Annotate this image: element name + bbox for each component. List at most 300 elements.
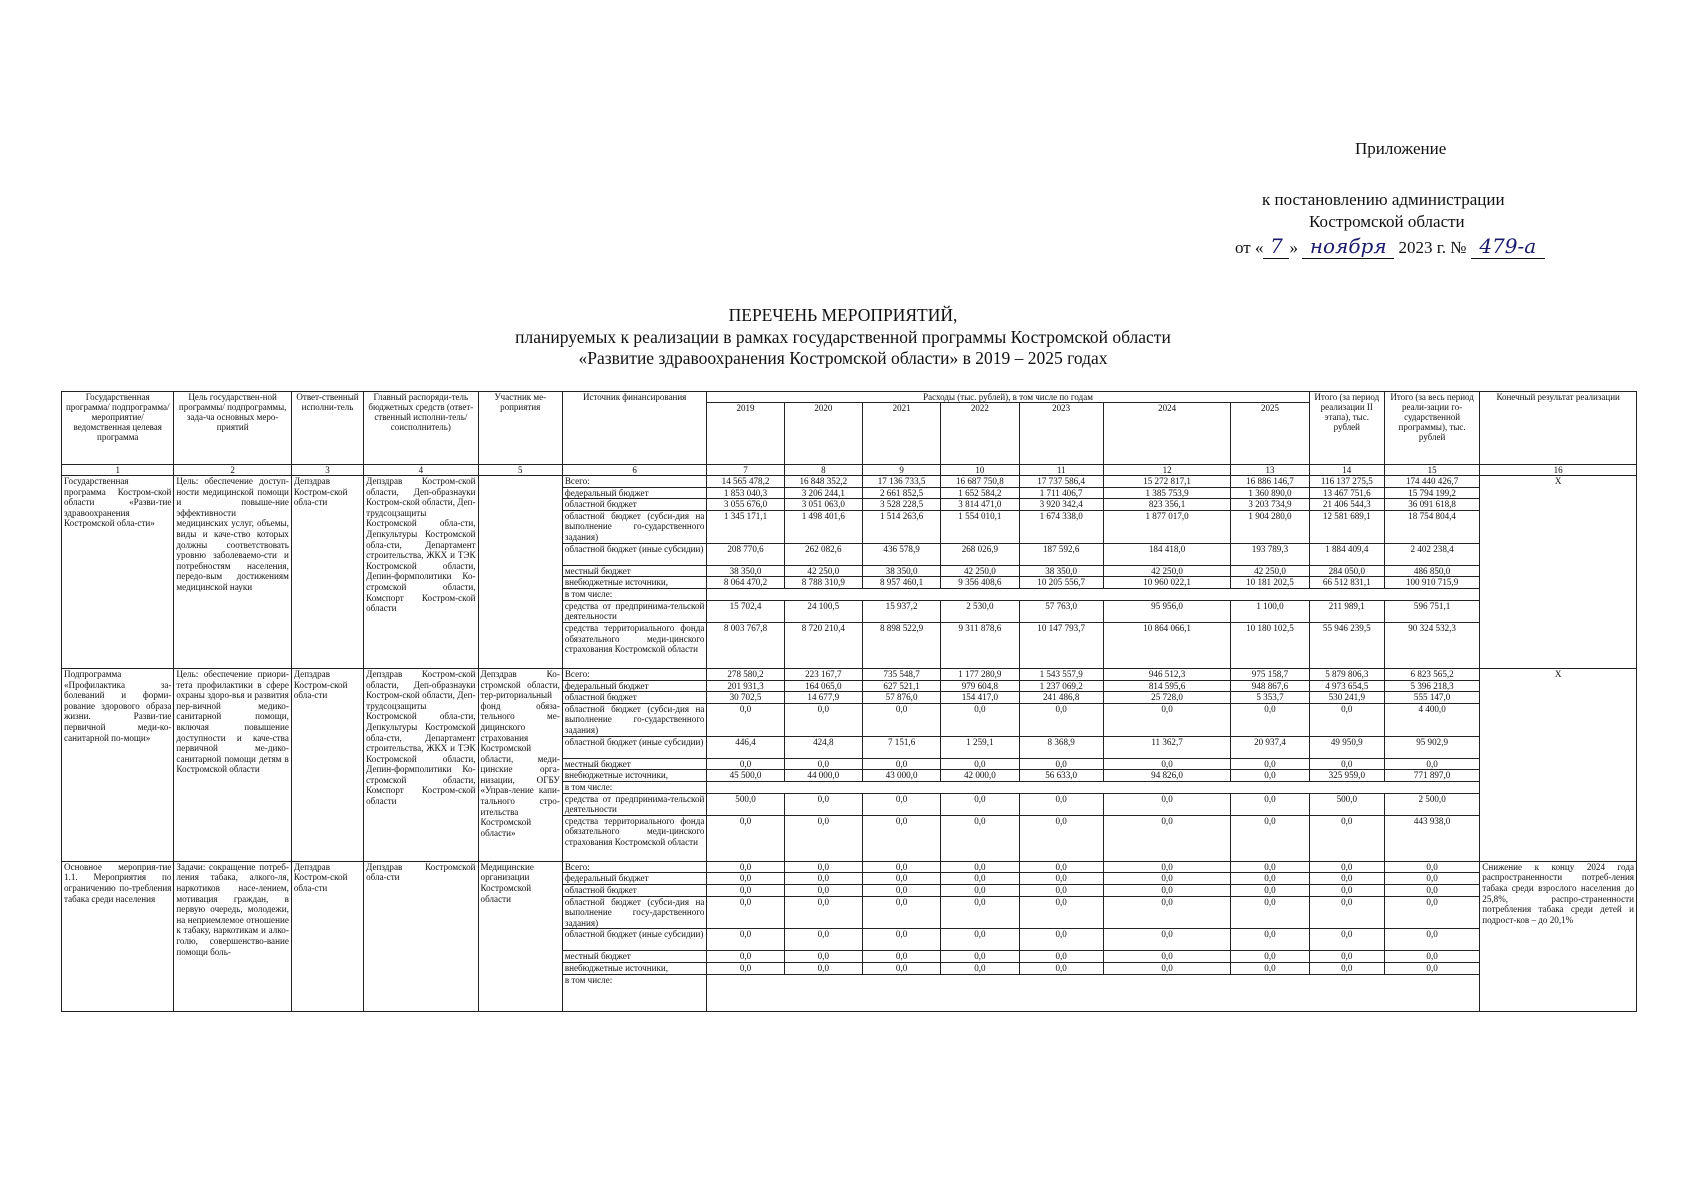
value-cell-total-stage: 0,0 [1309, 815, 1384, 861]
value-cell-2024: 0,0 [1103, 929, 1230, 951]
appendix-line-1: к постановлению администрации [1262, 190, 1505, 209]
value-cell-2019: 0,0 [707, 951, 784, 963]
year-2025: 2025 [1231, 403, 1309, 465]
value-cell-total-stage: 530 241,9 [1309, 692, 1384, 704]
value-cell-total-stage: 0,0 [1309, 929, 1384, 951]
value-cell-2024: 1 877 017,0 [1103, 510, 1230, 543]
goal-cell: Цель: обеспечение доступ-ности медицинской помощи и повыше-ние эффективности медицинских услуг, объемы, виды и каче-ство которых должны соответствовать уровню заболеваемо-сти и потребностям населения, передо-вым достижениям медицинской науки [174, 476, 291, 669]
responsible-cell: Депздрав Костром-ской обла-сти [291, 668, 363, 861]
value-cell-total-all: 0,0 [1384, 885, 1479, 897]
value-cell-2023: 241 486,8 [1019, 692, 1103, 704]
funding-source-cell: областной бюджет (субси-дия на выполнение госу-дарственного задания) [562, 896, 707, 929]
value-cell-total-stage: 211 989,1 [1309, 600, 1384, 622]
value-cell-2022: 268 026,9 [941, 543, 1019, 565]
value-cell-2020: 0,0 [784, 758, 862, 770]
value-cell-total-stage: 13 467 751,6 [1309, 487, 1384, 499]
column-number-8: 8 [784, 465, 862, 476]
value-cell-2024: 10 864 066,1 [1103, 622, 1230, 668]
value-cell-2025: 1 904 280,0 [1231, 510, 1309, 543]
column-number-7: 7 [707, 465, 784, 476]
value-cell-2022: 1 177 280,9 [941, 668, 1019, 680]
value-cell-total-all: 0,0 [1384, 873, 1479, 885]
value-cell-2024: 0,0 [1103, 815, 1230, 861]
value-cell-2023: 1 543 557,9 [1019, 668, 1103, 680]
value-cell-total-all: 0,0 [1384, 758, 1479, 770]
value-cell-2025: 20 937,4 [1231, 736, 1309, 758]
value-cell-2019: 278 580,2 [707, 668, 784, 680]
value-cell-2025: 0,0 [1231, 929, 1309, 951]
year-2023: 2023 [1019, 403, 1103, 465]
value-cell-2023: 0,0 [1019, 703, 1103, 736]
value-cell-total-stage: 12 581 689,1 [1309, 510, 1384, 543]
value-cell-total-stage: 1 884 409,4 [1309, 543, 1384, 565]
value-cell-total-all: 90 324 532,3 [1384, 622, 1479, 668]
value-cell-2021: 0,0 [862, 951, 940, 963]
column-number-15: 15 [1384, 465, 1479, 476]
value-cell-total-all: 2 402 238,4 [1384, 543, 1479, 565]
funding-source-cell: федеральный бюджет [562, 873, 707, 885]
value-cell-2022: 154 417,0 [941, 692, 1019, 704]
participant-cell: Депздрав Ко-стромской области, тер-риториальный фонд обяза-тельного ме-дицинского страхования Костромской области, меди-цинские орга-низации, ОГБУ «Управ-ление капи-тального стро-ительства Костромской области» [478, 668, 562, 861]
participant-cell: Медицинские организации Костромской области [478, 861, 562, 1011]
value-cell-total-stage: 500,0 [1309, 793, 1384, 815]
value-cell-2020: 0,0 [784, 861, 862, 873]
value-cell-2024: 1 385 753,9 [1103, 487, 1230, 499]
value-cell-2025: 42 250,0 [1231, 565, 1309, 577]
participant-cell [478, 476, 562, 669]
value-cell-2024: 0,0 [1103, 885, 1230, 897]
value-cell-total-all: 0,0 [1384, 951, 1479, 963]
value-cell-2022: 979 604,8 [941, 680, 1019, 692]
value-cell-total-stage: 0,0 [1309, 873, 1384, 885]
value-cell-2020: 262 082,6 [784, 543, 862, 565]
value-cell-2019: 0,0 [707, 896, 784, 929]
header-manager: Главный распоряди-тель бюджетных средств (ответ-ственный исполни-тель/ соисполнитель) [364, 392, 478, 465]
funding-source-cell: в том числе: [562, 589, 707, 601]
value-cell-2022: 2 530,0 [941, 600, 1019, 622]
value-cell-2019: 1 345 171,1 [707, 510, 784, 543]
value-cell-2021: 0,0 [862, 885, 940, 897]
value-cell-2022: 0,0 [941, 758, 1019, 770]
funding-source-cell: Всего: [562, 476, 707, 488]
funding-source-cell: внебюджетные источники, [562, 577, 707, 589]
value-cell-2019: 14 565 478,2 [707, 476, 784, 488]
value-cell-2022: 0,0 [941, 951, 1019, 963]
funding-source-cell: Всего: [562, 861, 707, 873]
value-cell-2020: 0,0 [784, 873, 862, 885]
value-cell-2020: 24 100,5 [784, 600, 862, 622]
column-number-5: 5 [478, 465, 562, 476]
value-cell-total-all: 0,0 [1384, 861, 1479, 873]
value-cell-2024: 95 956,0 [1103, 600, 1230, 622]
funding-source-cell: средства от предпринима-тельской деятельности [562, 600, 707, 622]
value-cell-total-stage: 49 950,9 [1309, 736, 1384, 758]
funding-source-cell: областной бюджет (субси-дия на выполнение го-сударственного задания) [562, 510, 707, 543]
value-cell-2025: 0,0 [1231, 770, 1309, 782]
value-cell-2021: 17 136 733,5 [862, 476, 940, 488]
value-cell-2025: 948 867,6 [1231, 680, 1309, 692]
value-cell-total-all: 15 794 199,2 [1384, 487, 1479, 499]
value-cell-2023: 3 920 342,4 [1019, 499, 1103, 511]
value-cell-2022: 42 250,0 [941, 565, 1019, 577]
empty-values-cell [707, 589, 1480, 601]
value-cell-2019: 500,0 [707, 793, 784, 815]
column-number-10: 10 [941, 465, 1019, 476]
value-cell-2022: 1 259,1 [941, 736, 1019, 758]
value-cell-2020: 0,0 [784, 951, 862, 963]
value-cell-total-all: 18 754 804,4 [1384, 510, 1479, 543]
value-cell-2020: 0,0 [784, 815, 862, 861]
value-cell-2025: 0,0 [1231, 793, 1309, 815]
value-cell-2019: 8 064 470,2 [707, 577, 784, 589]
value-cell-2024: 0,0 [1103, 951, 1230, 963]
funding-source-cell: областной бюджет [562, 885, 707, 897]
value-cell-total-stage: 284 050,0 [1309, 565, 1384, 577]
funding-source-cell: федеральный бюджет [562, 680, 707, 692]
value-cell-2020: 3 051 063,0 [784, 499, 862, 511]
funding-source-cell: местный бюджет [562, 758, 707, 770]
value-cell-2021: 0,0 [862, 873, 940, 885]
value-cell-total-stage: 0,0 [1309, 758, 1384, 770]
responsible-cell: Депздрав Костром-ской обла-сти [291, 476, 363, 669]
funding-source-cell: средства территориального фонда обязательного меди-цинского страхования Костромской области [562, 815, 707, 861]
value-cell-2020: 3 206 244,1 [784, 487, 862, 499]
value-cell-total-stage: 0,0 [1309, 885, 1384, 897]
empty-values-cell [707, 975, 1480, 1012]
value-cell-2020: 424,8 [784, 736, 862, 758]
value-cell-2021: 3 528 228,5 [862, 499, 940, 511]
header-program: Государственная программа/ подпрограмма/ мероприятие/ ведомственная целевая программа [62, 392, 174, 465]
date-year: 2023 г. № [1398, 238, 1467, 257]
funding-source-cell: местный бюджет [562, 565, 707, 577]
value-cell-2021: 15 937,2 [862, 600, 940, 622]
header-goal: Цель государствен-ной программы/ подпрограммы, зада-ча основных меро-приятий [174, 392, 291, 465]
value-cell-2023: 0,0 [1019, 885, 1103, 897]
value-cell-2021: 8 898 522,9 [862, 622, 940, 668]
value-cell-total-all: 36 091 618,8 [1384, 499, 1479, 511]
column-number-3: 3 [291, 465, 363, 476]
value-cell-2025: 5 353,7 [1231, 692, 1309, 704]
value-cell-2023: 57 763,0 [1019, 600, 1103, 622]
value-cell-2019: 0,0 [707, 873, 784, 885]
value-cell-2019: 0,0 [707, 703, 784, 736]
value-cell-2021: 0,0 [862, 963, 940, 975]
value-cell-2019: 45 500,0 [707, 770, 784, 782]
value-cell-2020: 223 167,7 [784, 668, 862, 680]
value-cell-total-all: 4 400,0 [1384, 703, 1479, 736]
appendix-title: Приложение [1355, 139, 1447, 158]
funding-source-cell: внебюджетные источники, [562, 770, 707, 782]
value-cell-2021: 0,0 [862, 861, 940, 873]
value-cell-2019: 0,0 [707, 861, 784, 873]
value-cell-2021: 0,0 [862, 929, 940, 951]
value-cell-2025: 0,0 [1231, 963, 1309, 975]
value-cell-2023: 10 205 556,7 [1019, 577, 1103, 589]
program-cell: Государственная программа Костром-ской области «Разви-тие здравоохранения Костромской обла-сти» [62, 476, 174, 669]
value-cell-2024: 0,0 [1103, 793, 1230, 815]
value-cell-2022: 0,0 [941, 885, 1019, 897]
value-cell-2022: 0,0 [941, 861, 1019, 873]
table-row [62, 476, 1637, 488]
value-cell-2025: 0,0 [1231, 861, 1309, 873]
value-cell-2023: 17 737 586,4 [1019, 476, 1103, 488]
value-cell-2021: 0,0 [862, 815, 940, 861]
value-cell-2025: 3 203 734,9 [1231, 499, 1309, 511]
value-cell-2022: 3 814 471,0 [941, 499, 1019, 511]
value-cell-total-stage: 5 879 806,3 [1309, 668, 1384, 680]
funding-source-cell: средства территориального фонда обязательного меди-цинского страхования Костромской области [562, 622, 707, 668]
value-cell-2023: 0,0 [1019, 815, 1103, 861]
value-cell-2020: 0,0 [784, 963, 862, 975]
header-result: Конечный результат реализации [1480, 392, 1637, 465]
value-cell-2025: 16 886 146,7 [1231, 476, 1309, 488]
year-2019: 2019 [707, 403, 784, 465]
value-cell-total-all: 2 500,0 [1384, 793, 1479, 815]
funding-source-cell: областной бюджет (иные субсидии) [562, 929, 707, 951]
result-cell: Х [1480, 668, 1637, 861]
value-cell-2021: 2 661 852,5 [862, 487, 940, 499]
value-cell-2020: 164 065,0 [784, 680, 862, 692]
value-cell-2022: 9 311 878,6 [941, 622, 1019, 668]
value-cell-2023: 0,0 [1019, 793, 1103, 815]
header-participant: Участник ме-роприятия [478, 392, 562, 465]
value-cell-2023: 0,0 [1019, 896, 1103, 929]
responsible-cell: Депздрав Костром-ской обла-сти [291, 861, 363, 1011]
value-cell-total-stage: 0,0 [1309, 896, 1384, 929]
value-cell-total-stage: 0,0 [1309, 861, 1384, 873]
value-cell-2021: 735 548,7 [862, 668, 940, 680]
value-cell-2022: 0,0 [941, 896, 1019, 929]
value-cell-2019: 15 702,4 [707, 600, 784, 622]
funding-source-cell: Всего: [562, 668, 707, 680]
document-subtitle-2: «Развитие здравоохранения Костромской области» в 2019 – 2025 годах [578, 348, 1108, 368]
value-cell-2019: 0,0 [707, 758, 784, 770]
value-cell-2021: 0,0 [862, 758, 940, 770]
value-cell-2021: 57 876,0 [862, 692, 940, 704]
funding-source-cell: областной бюджет (субси-дия на выполнение го-сударственного задания) [562, 703, 707, 736]
value-cell-2025: 1 100,0 [1231, 600, 1309, 622]
year-2024: 2024 [1103, 403, 1230, 465]
header-total-stage: Итого (за период реализации II этапа), тыс. рублей [1309, 392, 1384, 465]
date-mid: » [1289, 238, 1298, 257]
value-cell-2020: 0,0 [784, 703, 862, 736]
value-cell-2023: 38 350,0 [1019, 565, 1103, 577]
column-number-11: 11 [1019, 465, 1103, 476]
value-cell-2024: 0,0 [1103, 758, 1230, 770]
value-cell-2021: 43 000,0 [862, 770, 940, 782]
value-cell-2019: 0,0 [707, 963, 784, 975]
value-cell-2024: 10 960 022,1 [1103, 577, 1230, 589]
value-cell-2023: 0,0 [1019, 873, 1103, 885]
table-row [62, 668, 1637, 680]
value-cell-total-all: 443 938,0 [1384, 815, 1479, 861]
value-cell-total-stage: 0,0 [1309, 963, 1384, 975]
column-number-14: 14 [1309, 465, 1384, 476]
value-cell-2024: 11 362,7 [1103, 736, 1230, 758]
value-cell-total-stage: 325 959,0 [1309, 770, 1384, 782]
value-cell-total-all: 596 751,1 [1384, 600, 1479, 622]
value-cell-2023: 10 147 793,7 [1019, 622, 1103, 668]
funding-source-cell: внебюджетные источники, [562, 963, 707, 975]
value-cell-2019: 201 931,3 [707, 680, 784, 692]
value-cell-total-all: 0,0 [1384, 929, 1479, 951]
result-cell: Х [1480, 476, 1637, 669]
value-cell-2019: 38 350,0 [707, 565, 784, 577]
column-number-9: 9 [862, 465, 940, 476]
value-cell-2020: 8 720 210,4 [784, 622, 862, 668]
value-cell-2019: 3 055 676,0 [707, 499, 784, 511]
value-cell-2024: 25 728,0 [1103, 692, 1230, 704]
value-cell-total-all: 100 910 715,9 [1384, 577, 1479, 589]
value-cell-total-all: 771 897,0 [1384, 770, 1479, 782]
date-month-handwritten: ноября [1302, 234, 1394, 259]
value-cell-2024: 0,0 [1103, 896, 1230, 929]
funding-source-cell: средства от предпринима-тельской деятельности [562, 793, 707, 815]
value-cell-total-all: 0,0 [1384, 896, 1479, 929]
value-cell-2025: 0,0 [1231, 758, 1309, 770]
value-cell-2019: 208 770,6 [707, 543, 784, 565]
value-cell-total-all: 6 823 565,2 [1384, 668, 1479, 680]
value-cell-2024: 814 595,6 [1103, 680, 1230, 692]
value-cell-2021: 8 957 460,1 [862, 577, 940, 589]
value-cell-total-all: 5 396 218,3 [1384, 680, 1479, 692]
year-2021: 2021 [862, 403, 940, 465]
value-cell-2024: 0,0 [1103, 873, 1230, 885]
value-cell-2021: 0,0 [862, 896, 940, 929]
value-cell-2022: 16 687 750,8 [941, 476, 1019, 488]
goal-cell: Цель: обеспечение приори-тета профилактики в сфере охраны здоро-вья и развития пер-вичной медико-санитарной помощи, включая повышение доступности и каче-ства первичной ме-дико-санитарной помощи детям в Костромской области [174, 668, 291, 861]
value-cell-2025: 193 789,3 [1231, 543, 1309, 565]
value-cell-2025: 0,0 [1231, 951, 1309, 963]
funding-source-cell: местный бюджет [562, 951, 707, 963]
table-row [62, 861, 1637, 873]
date-day-handwritten: 7 [1263, 234, 1289, 259]
value-cell-2020: 0,0 [784, 885, 862, 897]
value-cell-2023: 0,0 [1019, 963, 1103, 975]
funding-source-cell: федеральный бюджет [562, 487, 707, 499]
funding-source-cell: областной бюджет [562, 499, 707, 511]
value-cell-2021: 1 514 263,6 [862, 510, 940, 543]
column-number-6: 6 [562, 465, 707, 476]
value-cell-2024: 15 272 817,1 [1103, 476, 1230, 488]
manager-cell: Депздрав Костром-ской области, Деп-образнауки Костром-ской области, Деп-трудсоцзащиты Костромской обла-сти, Депкультуры Костромской обла-сти, Департамент строительства, ЖКХ и ТЭК Костромской области, Депин-формполитики Ко-стромской области, Комспорт Костром-ской области [364, 476, 478, 669]
value-cell-2019: 0,0 [707, 815, 784, 861]
value-cell-2022: 0,0 [941, 703, 1019, 736]
document-title: ПЕРЕЧЕНЬ МЕРОПРИЯТИЙ, [728, 305, 958, 325]
funding-source-cell: областной бюджет (иные субсидии) [562, 736, 707, 758]
value-cell-total-all: 0,0 [1384, 963, 1479, 975]
value-cell-2021: 436 578,9 [862, 543, 940, 565]
manager-cell: Депздрав Костромской обла-сти [364, 861, 478, 1011]
value-cell-2019: 30 702,5 [707, 692, 784, 704]
column-numbers-row [62, 465, 1637, 476]
value-cell-2024: 0,0 [1103, 861, 1230, 873]
goal-cell: Задачи: сокращение потреб-ления табака, алкого-ля, наркотиков насе-лением, мотивация граждан, в первую очередь, молодежи, на неприемлемое отношение к табаку, наркотикам и алко-голю, совершенство-вание помощи боль- [174, 861, 291, 1011]
program-cell: Подпрограмма «Профилактика за-болеваний и форми-рование здорового образа жизни. Разви-тие первичной меди-ко-санитарной по-мощи» [62, 668, 174, 861]
value-cell-2025: 0,0 [1231, 885, 1309, 897]
value-cell-2022: 9 356 408,6 [941, 577, 1019, 589]
value-cell-2024: 94 826,0 [1103, 770, 1230, 782]
value-cell-2024: 184 418,0 [1103, 543, 1230, 565]
date-prefix: от « [1235, 238, 1264, 257]
value-cell-total-all: 174 440 426,7 [1384, 476, 1479, 488]
value-cell-2023: 0,0 [1019, 861, 1103, 873]
value-cell-2020: 1 498 401,6 [784, 510, 862, 543]
value-cell-2020: 44 000,0 [784, 770, 862, 782]
program-cell: Основное мероприя-тие 1.1. Мероприятия по ограничению по-требления табака среди населения [62, 861, 174, 1011]
column-number-2: 2 [174, 465, 291, 476]
column-number-16: 16 [1480, 465, 1637, 476]
appendix-line-2: Костромской области [1309, 212, 1465, 231]
value-cell-2023: 0,0 [1019, 929, 1103, 951]
value-cell-2025: 10 181 202,5 [1231, 577, 1309, 589]
value-cell-total-stage: 0,0 [1309, 703, 1384, 736]
value-cell-2022: 1 652 584,2 [941, 487, 1019, 499]
value-cell-total-stage: 116 137 275,5 [1309, 476, 1384, 488]
funding-source-cell: областной бюджет [562, 692, 707, 704]
value-cell-2023: 0,0 [1019, 758, 1103, 770]
value-cell-2023: 0,0 [1019, 951, 1103, 963]
value-cell-2022: 0,0 [941, 929, 1019, 951]
value-cell-2024: 0,0 [1103, 703, 1230, 736]
value-cell-2020: 42 250,0 [784, 565, 862, 577]
funding-source-cell: в том числе: [562, 975, 707, 1012]
value-cell-total-stage: 4 973 654,5 [1309, 680, 1384, 692]
value-cell-2020: 14 677,9 [784, 692, 862, 704]
document-number-handwritten: 479-а [1471, 234, 1545, 259]
value-cell-2020: 8 788 310,9 [784, 577, 862, 589]
column-number-13: 13 [1231, 465, 1309, 476]
value-cell-total-stage: 66 512 831,1 [1309, 577, 1384, 589]
value-cell-2020: 0,0 [784, 929, 862, 951]
value-cell-2024: 946 512,3 [1103, 668, 1230, 680]
value-cell-2019: 1 853 040,3 [707, 487, 784, 499]
value-cell-2023: 187 592,6 [1019, 543, 1103, 565]
manager-cell: Депздрав Костром-ской области, Деп-образнауки Костром-ской области, Деп-трудсоцзащиты Костромской обла-сти, Депкультуры Костромской обла-сти, Департамент строительства, ЖКХ и ТЭК Костромской области, Депин-формполитики Ко-стромской области, Комспорт Костром-ской области [364, 668, 478, 861]
value-cell-2021: 0,0 [862, 703, 940, 736]
value-cell-2025: 0,0 [1231, 896, 1309, 929]
value-cell-2019: 0,0 [707, 885, 784, 897]
value-cell-2020: 16 848 352,2 [784, 476, 862, 488]
value-cell-2021: 627 521,1 [862, 680, 940, 692]
value-cell-2019: 0,0 [707, 929, 784, 951]
value-cell-2025: 975 158,7 [1231, 668, 1309, 680]
year-2020: 2020 [784, 403, 862, 465]
value-cell-2024: 0,0 [1103, 963, 1230, 975]
column-number-4: 4 [364, 465, 478, 476]
empty-values-cell [707, 782, 1480, 794]
value-cell-total-all: 555 147,0 [1384, 692, 1479, 704]
year-2022: 2022 [941, 403, 1019, 465]
value-cell-2022: 1 554 010,1 [941, 510, 1019, 543]
value-cell-2022: 0,0 [941, 815, 1019, 861]
value-cell-2023: 1 674 338,0 [1019, 510, 1103, 543]
value-cell-total-stage: 0,0 [1309, 951, 1384, 963]
value-cell-2021: 0,0 [862, 793, 940, 815]
result-cell: Снижение к концу 2024 года распространенности потреб-ления табака среди взрослого населения до 25,8%, распро-страненности потребления табака среди детей и подрост-ков – до 20,1% [1480, 861, 1637, 1011]
value-cell-total-all: 95 902,9 [1384, 736, 1479, 758]
value-cell-2021: 38 350,0 [862, 565, 940, 577]
header-source: Источник финансирования [562, 392, 707, 465]
appendix-date-line [1235, 234, 1545, 259]
value-cell-2022: 0,0 [941, 793, 1019, 815]
funding-source-cell: в том числе: [562, 782, 707, 794]
value-cell-2019: 446,4 [707, 736, 784, 758]
column-number-1: 1 [62, 465, 174, 476]
header-responsible: Ответ-ственный исполни-тель [291, 392, 363, 465]
value-cell-2022: 0,0 [941, 963, 1019, 975]
value-cell-2025: 0,0 [1231, 873, 1309, 885]
